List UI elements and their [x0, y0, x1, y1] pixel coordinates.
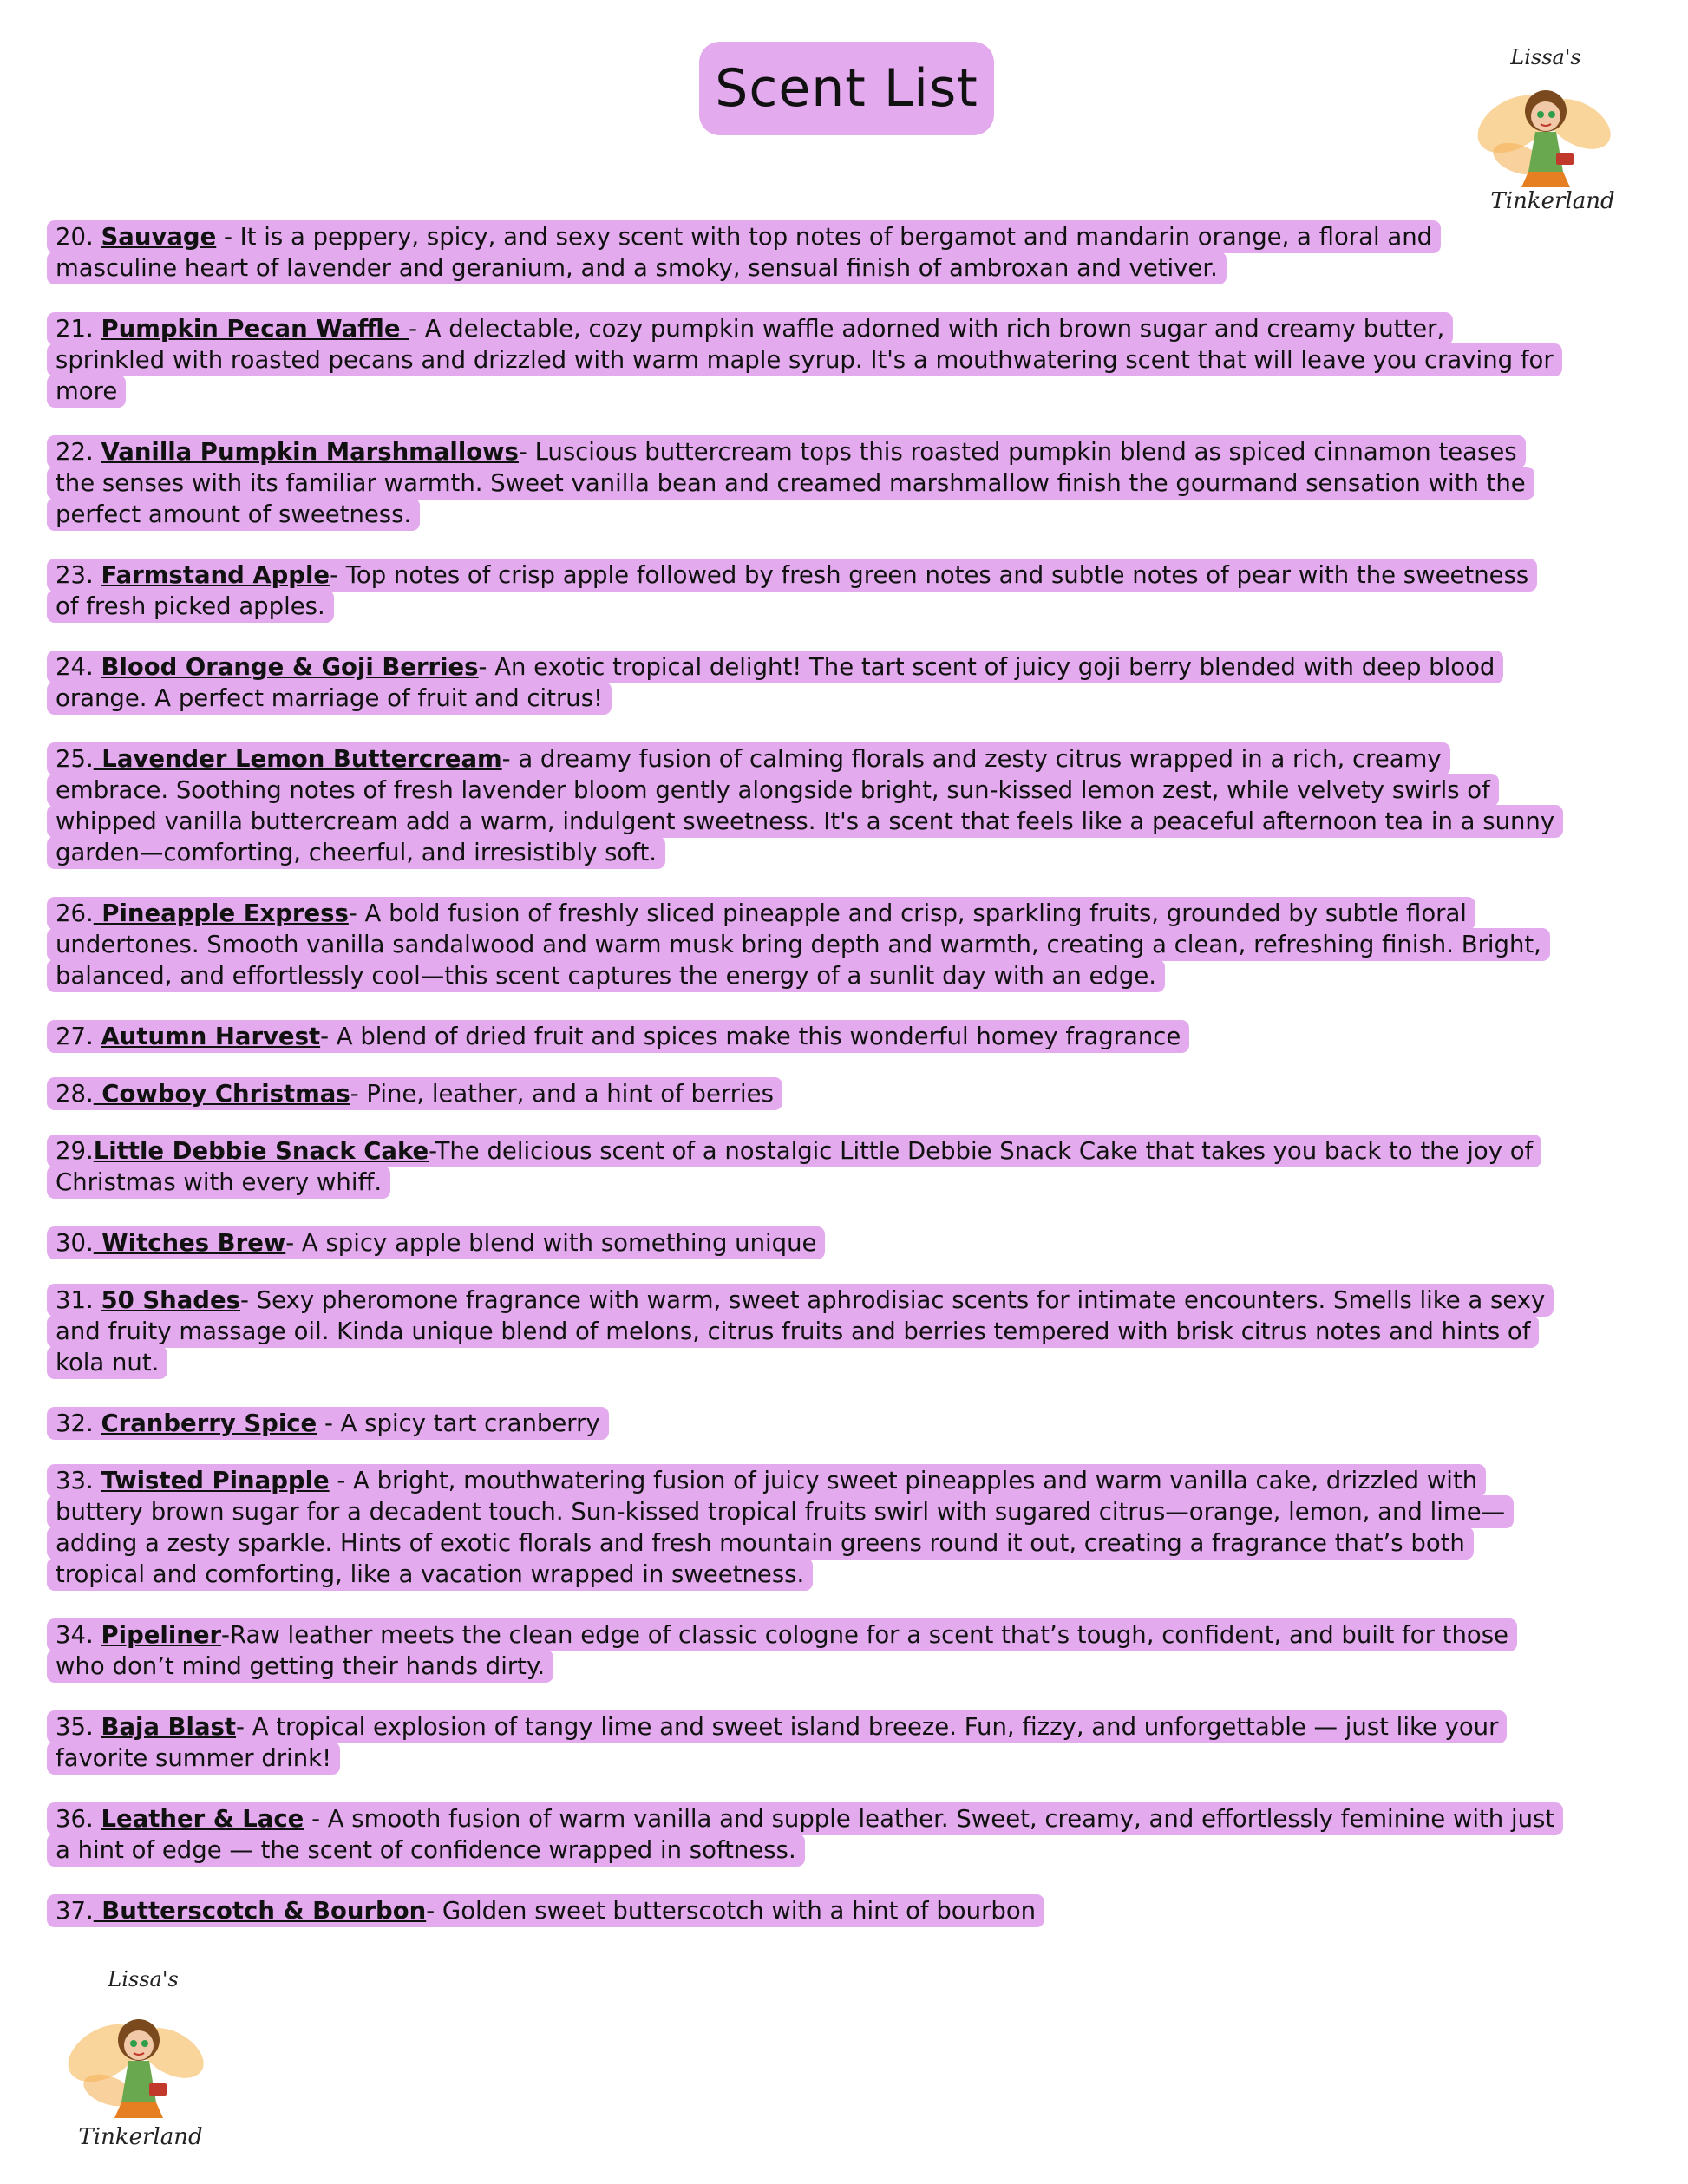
logo-line1: Lissa's	[1510, 45, 1581, 69]
scent-name: Twisted Pinapple	[101, 1467, 330, 1494]
fairy-logo	[1466, 42, 1622, 215]
page-title: Scent List	[715, 58, 978, 119]
list-item: 32. Cranberry Spice - A spicy tart cranberry	[47, 1408, 1556, 1439]
list-item: 28. Cowboy Christmas- Pine, leather, and a hint of berries	[47, 1078, 1556, 1109]
scent-name: Cowboy Christmas	[93, 1080, 350, 1108]
list-item: 29.Little Debbie Snack Cake-The delicious scent of a nostalgic Little Debbie Snack Cake that takes you back to the joy of Christmas with every whiff.	[47, 1135, 1556, 1198]
scent-name: Baja Blast	[101, 1713, 237, 1741]
list-item: 37. Butterscotch & Bourbon- Golden sweet butterscotch with a hint of bourbon	[47, 1895, 1556, 1926]
list-item: 24. Blood Orange & Goji Berries- An exotic tropical delight! The tart scent of juicy goji berry blended with deep blood orange. A perfect marriage of fruit and citrus!	[47, 651, 1556, 714]
list-item: 26. Pineapple Express- A bold fusion of freshly sliced pineapple and crisp, sparkling fruits, grounded by subtle floral undertones. Smooth vanilla sandalwood and warm musk bring depth and warmth, creating a clean, refreshing finish. Bright, balanced, and effortlessly cool—this scent captures the energy of a sunlit day with an edge.	[47, 898, 1556, 991]
list-item: 22. Vanilla Pumpkin Marshmallows- Luscious buttercream tops this roasted pumpkin blend as spiced cinnamon teases the senses with its familiar warmth. Sweet vanilla bean and creamed marshmallow finish the gourmand sensation with the perfect amount of sweetness.	[47, 436, 1556, 530]
list-item: 25. Lavender Lemon Buttercream- a dreamy fusion of calming florals and zesty citrus wrapped in a rich, creamy embrace. Soothing notes of fresh lavender bloom gently alongside bright, sun-kissed lemon zest, while velvety swirls of whipped vanilla buttercream add a warm, indulgent sweetness. It's a scent that feels like a peaceful afternoon tea in a sunny garden—comforting, cheerful, and irresistibly soft.	[47, 743, 1556, 868]
list-item: 27. Autumn Harvest- A blend of dried fruit and spices make this wonderful homey fragrance	[47, 1021, 1556, 1052]
list-item: 35. Baja Blast- A tropical explosion of tangy lime and sweet island breeze. Fun, fizzy, and unforgettable — just like your favorite summer drink!	[47, 1711, 1556, 1774]
list-item: 23. Farmstand Apple- Top notes of crisp apple followed by fresh green notes and subtle notes of pear with the sweetness of fresh picked apples.	[47, 559, 1556, 622]
list-item: 20. Sauvage - It is a peppery, spicy, and sexy scent with top notes of bergamot and mandarin orange, a floral and masculine heart of lavender and geranium, and a smoky, sensual finish of ambroxan and vetiver.	[47, 221, 1556, 284]
scent-name: Farmstand Apple	[101, 561, 330, 589]
list-item: 21. Pumpkin Pecan Waffle - A delectable, cozy pumpkin waffle adorned with rich brown sugar and creamy butter, sprinkled with roasted pecans and drizzled with warm maple syrup. It's a mouthwatering scent that will leave you craving for more	[47, 313, 1556, 407]
page-title-box	[699, 42, 994, 135]
scent-name: Leather & Lace	[101, 1805, 304, 1833]
scent-name: Blood Orange & Goji Berries	[101, 653, 479, 681]
list-item: 34. Pipeliner-Raw leather meets the clean edge of classic cologne for a scent that’s tough, confident, and built for those who don’t mind getting their hands dirty.	[47, 1619, 1556, 1682]
scent-name: Witches Brew	[93, 1229, 286, 1257]
scent-name: Pipeliner	[101, 1621, 222, 1649]
fairy-logo	[61, 1962, 217, 2153]
list-item: 33. Twisted Pinapple - A bright, mouthwatering fusion of juicy sweet pineapples and warm vanilla cake, drizzled with buttery brown sugar for a decadent touch. Sun-kissed tropical fruits swirl with sugared citrus—orange, lemon, and lime—adding a zesty sparkle. Hints of exotic florals and fresh mountain greens round it out, creating a fragrance that’s both tropical and comforting, like a vacation wrapped in sweetness.	[47, 1465, 1556, 1590]
scent-name: Pumpkin Pecan Waffle	[101, 315, 409, 343]
scent-name: 50 Shades	[101, 1286, 240, 1314]
scent-list	[47, 221, 1565, 1956]
scent-name: Autumn Harvest	[101, 1023, 321, 1050]
list-item: 30. Witches Brew- A spicy apple blend with something unique	[47, 1227, 1556, 1259]
scent-name: Pineapple Express	[93, 899, 349, 927]
list-item: 36. Leather & Lace - A smooth fusion of warm vanilla and supple leather. Sweet, creamy, and effortlessly feminine with just a hint of edge — the scent of confidence wrapped in softness.	[47, 1803, 1556, 1866]
scent-name: Lavender Lemon Buttercream	[93, 745, 502, 773]
scent-name: Cranberry Spice	[101, 1409, 317, 1437]
list-item: 31. 50 Shades- Sexy pheromone fragrance with warm, sweet aphrodisiac scents for intimate encounters. Smells like a sexy and fruity massage oil. Kinda unique blend of melons, citrus fruits and berries tempered with brisk citrus notes and hints of kola nut.	[47, 1285, 1556, 1378]
scent-name: Vanilla Pumpkin Marshmallows	[101, 438, 519, 466]
scent-name: Butterscotch & Bourbon	[93, 1897, 427, 1925]
scent-name: Little Debbie Snack Cake	[93, 1137, 429, 1165]
logo-line1: Lissa's	[108, 1967, 179, 1991]
scent-name: Sauvage	[101, 223, 217, 251]
logo-line2: Tinkerland	[1490, 188, 1615, 214]
logo-line2: Tinkerland	[78, 2124, 203, 2150]
